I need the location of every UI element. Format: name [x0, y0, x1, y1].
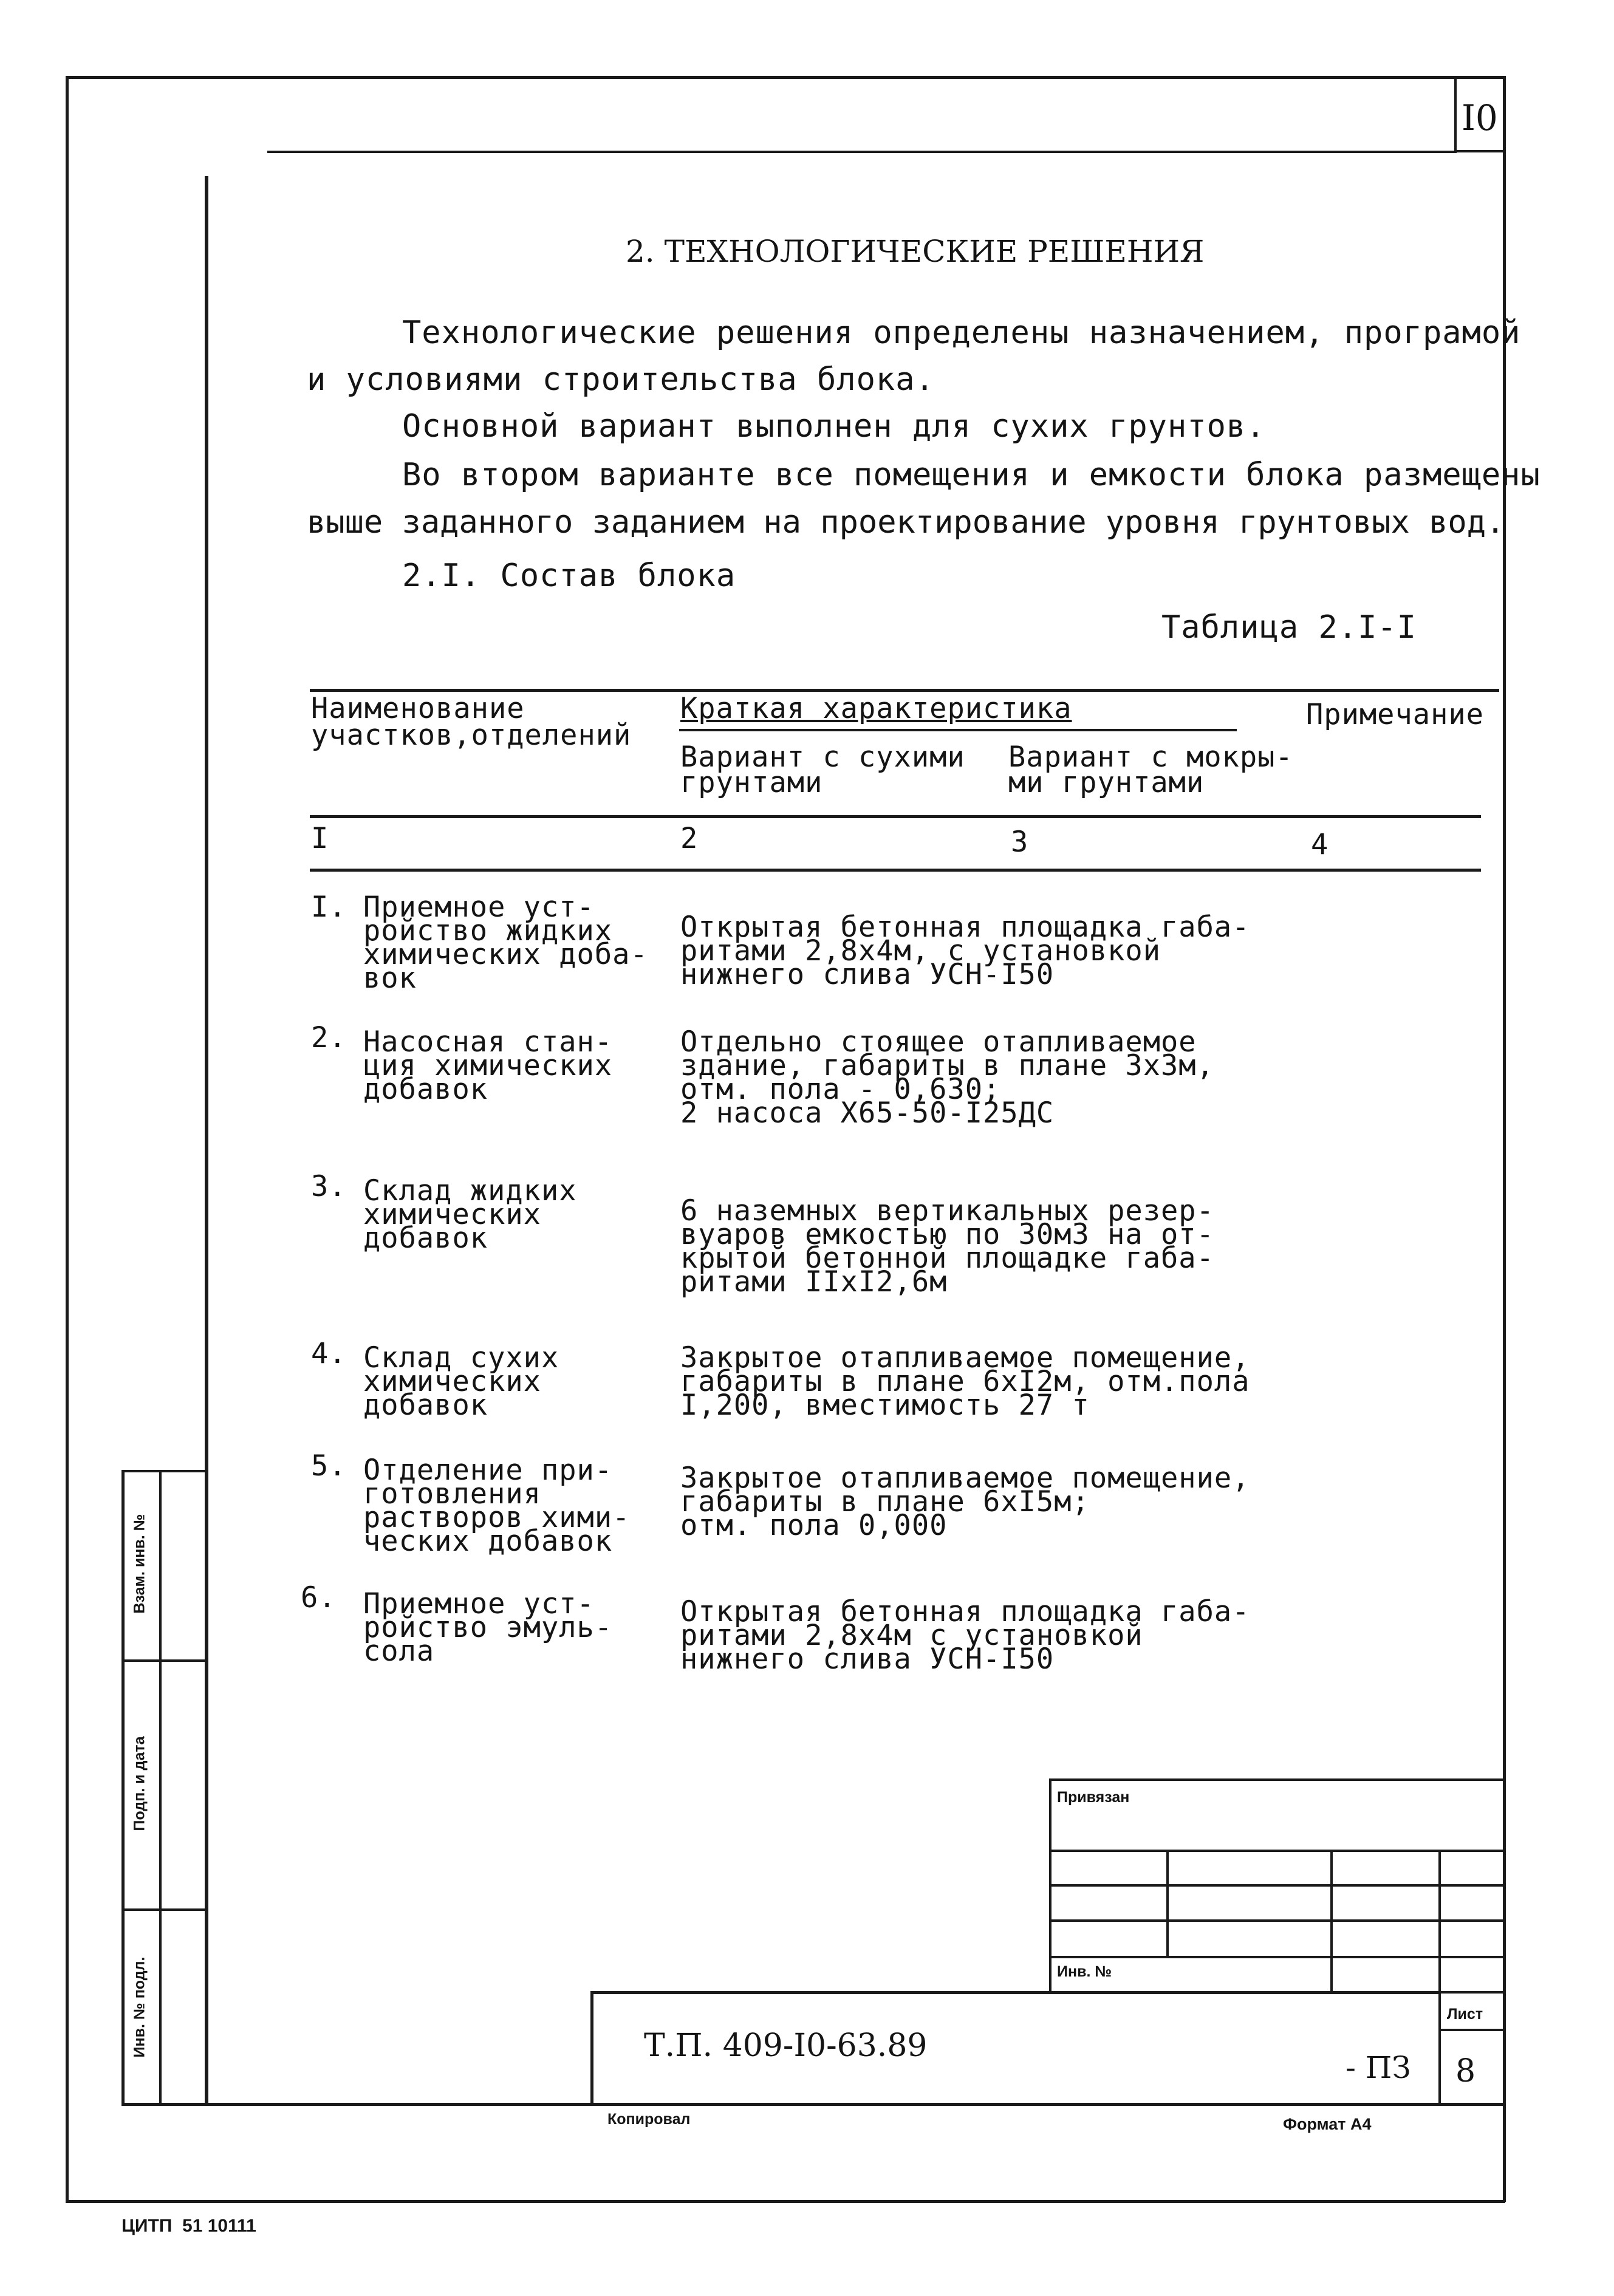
row-6-desc-2: ритами 2,8х4м с установкой: [680, 1619, 1143, 1652]
paragraph-1-line-1: Технологические решения определены назначением, програмой: [402, 315, 1521, 351]
row-3-name-3: добавок: [363, 1221, 488, 1255]
row-6-desc-1: Открытая бетонная площадка габа-: [680, 1595, 1250, 1628]
row-6-desc-3: нижнего слива УСН-I50: [680, 1642, 1055, 1676]
row-3-desc-2: вуаров емкостью по 30м3 на от-: [680, 1218, 1214, 1251]
row-1-name-4: вок: [363, 962, 417, 995]
list-box-div: [1438, 2029, 1505, 2031]
row-5-desc-2: габариты в плане 6хI5м;: [680, 1485, 1090, 1519]
list-number: 8: [1455, 2053, 1476, 2089]
row-6-number: 6.: [301, 1581, 337, 1614]
inner-frame-left: [205, 176, 208, 2105]
header-brief-rule: [679, 729, 1237, 731]
row-1-desc-3: нижнего слива УСН-I50: [680, 958, 1055, 991]
paragraph-2: Основной вариант выполнен для сухих грунтов.: [402, 408, 1266, 445]
stamp-grid-v-1: [1166, 1850, 1169, 1956]
side-stamp-div-1: [121, 1659, 207, 1662]
outer-frame-left: [66, 76, 69, 2202]
row-1-desc-1: Открытая бетонная площадка габа-: [680, 911, 1250, 944]
inv-no-label: Инв. №: [1057, 1963, 1112, 1980]
sheet-box-left: [1454, 76, 1457, 152]
outer-frame-top: [66, 76, 1505, 79]
side-stamp-podp-data: Подп. и дата: [131, 1736, 148, 1831]
row-4-name-1: Склад сухих: [363, 1341, 559, 1375]
stamp-grid-h-4: [1049, 1956, 1505, 1958]
document-code: Т.П. 409-I0-63.89: [644, 2028, 928, 2064]
row-1-name-1: Приемное уст-: [363, 890, 595, 924]
row-3-desc-4: ритами IIхI2,6м: [680, 1265, 948, 1299]
sheet-number: I0: [1462, 97, 1498, 138]
row-4-number: 4.: [311, 1337, 347, 1370]
stamp-grid-v-2: [1330, 1850, 1333, 1992]
side-stamp-inner: [159, 1470, 162, 2105]
row-5-number: 5.: [311, 1449, 347, 1483]
row-1-name-3: химических доба-: [363, 938, 648, 971]
row-3-name-2: химических: [363, 1198, 541, 1231]
row-2-desc-2: здание, габариты в плане 3х3м,: [680, 1049, 1214, 1082]
table-caption: Таблица 2.I-I: [1161, 609, 1417, 646]
row-3-desc-1: 6 наземных вертикальных резер-: [680, 1194, 1214, 1228]
privyazan-top: [1049, 1778, 1505, 1781]
row-2-number: 2.: [311, 1021, 347, 1054]
col-number-1: I: [311, 822, 329, 855]
footer-printer-code: ЦИТП 51 10111: [121, 2216, 256, 2236]
row-5-name-4: ческих добавок: [363, 1525, 613, 1558]
row-2-desc-3: отм. пола - 0,630;: [680, 1073, 1001, 1106]
row-2-desc-4: 2 насоса Х65-50-I25ДС: [680, 1096, 1055, 1130]
header-note: Примечание: [1306, 698, 1484, 731]
outer-frame-bottom: [66, 2200, 1505, 2203]
row-1-desc-2: ритами 2,8х4м, с установкой: [680, 934, 1161, 968]
stamp-grid-h-1: [1049, 1850, 1505, 1852]
side-stamp-top: [121, 1470, 207, 1472]
row-2-name-2: ция химических: [363, 1049, 613, 1082]
footer-format: Формат А4: [1283, 2115, 1372, 2133]
stamp-grid-v-3: [1438, 1850, 1441, 2105]
section-title: 2. ТЕХНОЛОГИЧЕСКИЕ РЕШЕНИЯ: [626, 234, 1205, 269]
row-2-desc-1: Отдельно стоящее отапливаемое: [680, 1025, 1197, 1059]
sheet-box-bottom: [1454, 150, 1506, 152]
row-4-desc-3: I,200, вместимость 27 т: [680, 1389, 1090, 1422]
paragraph-3-line-1: Во втором варианте все помещения и емкости блока размещены: [402, 457, 1540, 493]
row-4-desc-2: габариты в плане 6хI2м, отм.пола: [680, 1365, 1250, 1398]
inner-frame-top: [267, 151, 1457, 153]
row-6-name-1: Приемное уст-: [363, 1587, 595, 1621]
inner-frame-bottom: [121, 2103, 1505, 2106]
header-wet-line-2: ми грунтами: [1008, 766, 1205, 799]
header-name-line-2: участков,отделений: [311, 719, 632, 752]
row-5-desc-3: отм. пола 0,000: [680, 1509, 948, 1542]
footer-copied: Копировал: [607, 2111, 691, 2128]
stamp-grid-h-2: [1049, 1884, 1505, 1887]
row-2-name-1: Насосная стан-: [363, 1025, 613, 1059]
row-6-name-2: ройство эмуль-: [363, 1611, 613, 1644]
title-block-left: [590, 1991, 593, 2105]
row-4-desc-1: Закрытое отапливаемое помещение,: [680, 1341, 1250, 1375]
header-dry-line-1: Вариант с сухими: [680, 740, 965, 774]
row-2-name-3: добавок: [363, 1073, 488, 1106]
row-5-desc-1: Закрытое отапливаемое помещение,: [680, 1461, 1250, 1495]
inner-frame-right: [1503, 152, 1506, 2105]
side-stamp-inv-podl: Инв. № подл.: [131, 1956, 148, 2058]
row-6-name-3: сола: [363, 1635, 435, 1668]
document-suffix: - ПЗ: [1346, 2050, 1411, 2085]
row-4-name-2: химических: [363, 1365, 541, 1398]
row-5-name-1: Отделение при-: [363, 1454, 613, 1487]
header-name-line-1: Наименование: [311, 692, 525, 725]
header-dry-line-2: грунтами: [680, 766, 823, 799]
side-stamp-div-2: [121, 1908, 207, 1911]
col-number-3: 3: [1011, 825, 1029, 859]
row-1-number: I.: [311, 890, 347, 924]
row-3-desc-3: крытой бетонной площадке габа-: [680, 1242, 1214, 1275]
side-stamp-vzam-inv: Взам. инв. №: [131, 1514, 148, 1614]
paragraph-3-line-2: выше заданного заданием на проектирование уровня грунтовых вод.: [307, 504, 1505, 541]
list-label: Лист: [1447, 2006, 1483, 2023]
col-number-2: 2: [680, 822, 699, 855]
col-numbers-rule: [310, 869, 1481, 872]
row-5-name-3: растворов хими-: [363, 1501, 631, 1534]
header-bottom-rule: [310, 815, 1481, 818]
stamp-grid-h-3: [1049, 1919, 1505, 1922]
side-stamp-left: [121, 1470, 125, 2105]
subsection-title: 2.I. Состав блока: [402, 558, 736, 594]
privyazan-label: Привязан: [1057, 1789, 1130, 1806]
col-number-4: 4: [1311, 828, 1329, 861]
paragraph-1-line-2: и условиями строительства блока.: [307, 361, 935, 398]
header-wet-line-1: Вариант с мокры-: [1008, 740, 1293, 774]
row-4-name-3: добавок: [363, 1389, 488, 1422]
row-1-name-2: ройство жидких: [363, 914, 613, 948]
row-5-name-2: готовления: [363, 1477, 541, 1511]
header-brief: Краткая характеристика: [680, 692, 1072, 725]
title-block-top: [590, 1991, 1441, 1994]
row-3-name-1: Склад жидких: [363, 1174, 577, 1208]
row-3-number: 3.: [311, 1170, 347, 1203]
